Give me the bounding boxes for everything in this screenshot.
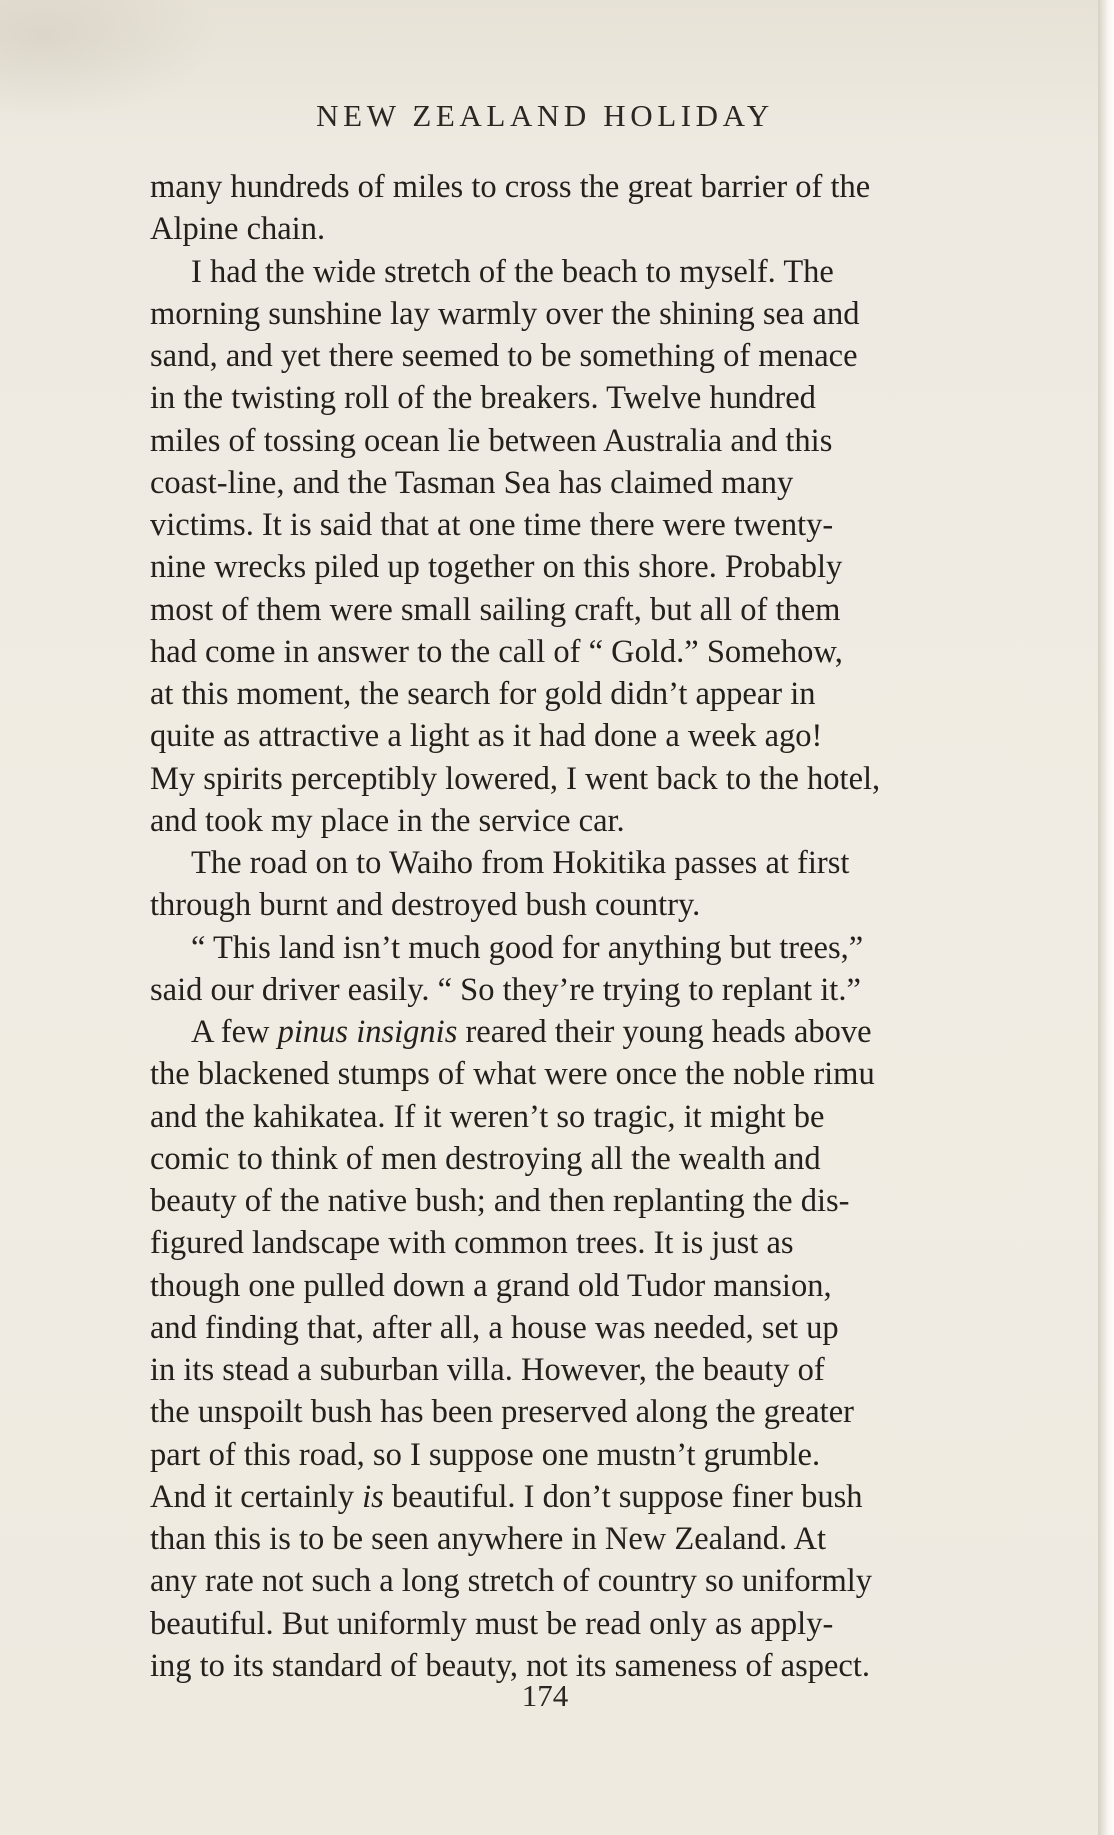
text-line: ing to its standard of beauty, not its sameness of aspect. (150, 1647, 870, 1684)
text-span: A few (191, 1014, 278, 1050)
body-text (150, 166, 1100, 1687)
text-line: My spirits perceptibly lowered, I went back to the hotel, (150, 760, 881, 797)
text-span: reared their young heads above (457, 1014, 872, 1050)
text-line: I had the wide stretch of the beach to myself. The (191, 253, 834, 290)
text-line: part of this road, so I suppose one mustn’t grumble. (150, 1436, 821, 1473)
text-line: nine wrecks piled up together on this shore. Probably (150, 549, 843, 586)
text-line: figured landscape with common trees. It is just as (150, 1225, 794, 1262)
text-line: miles of tossing ocean lie between Australia and this (150, 422, 833, 459)
text-line: “ This land isn’t much good for anything but trees,” (191, 929, 864, 966)
text-line: quite as attractive a light as it had done a week ago! (150, 718, 823, 755)
text-line: and took my place in the service car. (150, 802, 625, 839)
text-line (150, 1011, 1100, 1053)
page-number: 174 (521, 1678, 569, 1713)
text-line: the blackened stumps of what were once the noble rimu (150, 1056, 875, 1093)
text-line: morning sunshine lay warmly over the shining sea and (150, 295, 860, 332)
text-line: in the twisting roll of the breakers. Twelve hundred (150, 380, 816, 417)
text-line: than this is to be seen anywhere in New Zealand. At (150, 1521, 826, 1557)
text-span: beautiful. I don’t suppose finer bush (383, 1478, 863, 1515)
text-line: Alpine chain. (150, 211, 326, 248)
text-line: beautiful. But uniformly must be read only as apply- (150, 1605, 834, 1642)
text-line: said our driver easily. “ So they’re trying to replant it.” (150, 971, 861, 1008)
text-line: and the kahikatea. If it weren’t so tragic, it might be (150, 1098, 825, 1135)
text-line: through burnt and destroyed bush country. (150, 887, 701, 924)
text-line: though one pulled down a grand old Tudor mansion, (150, 1267, 832, 1304)
text-line: in its stead a suburban villa. However, the beauty of (150, 1352, 825, 1388)
page-edge (1098, 0, 1114, 1835)
text-span: And it certainly (150, 1478, 363, 1515)
text-line: had come in answer to the call of “ Gold.” Somehow, (150, 633, 843, 670)
text-line: coast-line, and the Tasman Sea has claimed many (150, 464, 794, 501)
text-line: any rate not such a long stretch of country so uniformly (150, 1563, 873, 1600)
text-line: The road on to Waiho from Hokitika passes at first (191, 845, 850, 881)
text-line: sand, and yet there seemed to be something of menace (150, 338, 858, 374)
running-head: NEW ZEALAND HOLIDAY (316, 98, 774, 133)
italic-text: pinus insignis (277, 1014, 458, 1050)
text-line: most of them were small sailing craft, but all of them (150, 591, 841, 628)
text-line: and finding that, after all, a house was needed, set up (150, 1309, 839, 1346)
text-line: beauty of the native bush; and then replanting the dis- (150, 1183, 850, 1219)
text-line: the unspoilt bush has been preserved along the greater (150, 1394, 854, 1431)
text-line: victims. It is said that at one time there were twenty- (150, 507, 834, 543)
text-line: many hundreds of miles to cross the great barrier of the (150, 169, 871, 205)
italic-text: is (362, 1478, 384, 1515)
text-line: at this moment, the search for gold didn’t appear in (150, 676, 816, 712)
text-line: comic to think of men destroying all the wealth and (150, 1140, 821, 1177)
text-line (150, 1476, 1100, 1518)
